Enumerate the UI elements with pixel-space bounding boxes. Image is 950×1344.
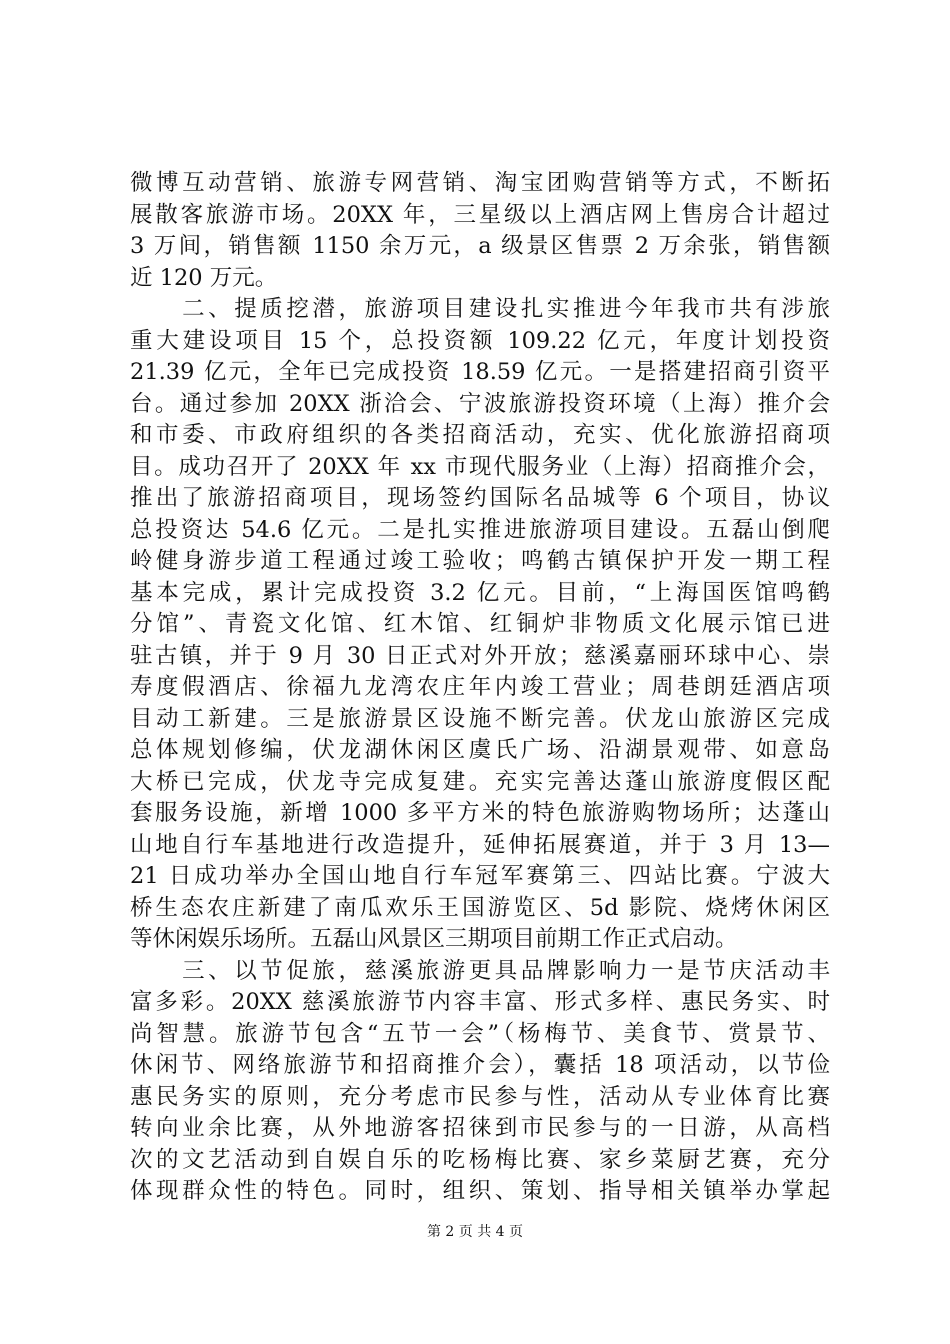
paragraph-1 [130,168,830,294]
text-line: 目动工新建。三是旅游景区设施不断完善。伏龙山旅游区完成 [130,705,830,732]
text-line: 转向业余比赛，从外地游客招徕到市民参与的一日游，从高档 [130,1115,830,1141]
text-line: 近 120 万元。 [130,264,278,291]
text-line: 尚智慧。旅游节包含“五节一会”（杨梅节、美食节、赏景节、 [130,1020,830,1047]
paragraph-3 [130,956,830,1208]
paragraph-2 [130,294,830,956]
text-line: 寿度假酒店、徐福九龙湾农庄年内竣工营业；周巷朗廷酒店项 [130,674,830,700]
text-line: 目。成功召开了 20XX 年 xx 市现代服务业（上海）招商推介会， [130,453,830,480]
text-line: 等休闲娱乐场所。五磊山风景区三期项目前期工作正式启动。 [130,926,738,952]
text-line: 21 日成功举办全国山地自行车冠军赛第三、四站比赛。宁波大 [130,863,830,889]
text-line: 微博互动营销、旅游专网营销、淘宝团购营销等方式，不断拓 [130,170,830,196]
page-number-footer: 第 2 页 共 4 页 [426,1224,524,1240]
text-line: 总体规划修编，伏龙湖休闲区虞氏广场、沿湖景观带、如意岛 [130,737,830,763]
text-line: 和市委、市政府组织的各类招商活动，充实、优化旅游招商项 [130,422,830,448]
text-line: 3 万间，销售额 1150 余万元，a 级景区售票 2 万余张，销售额 [130,233,830,259]
body-text [130,168,830,1208]
text-line: 重大建设项目 15 个，总投资额 109.22 亿元，年度计划投资 [130,327,830,354]
text-line: 二、提质挖潜，旅游项目建设扎实推进今年我市共有涉旅 [130,296,830,322]
text-line: 套服务设施，新增 1000 多平方米的特色旅游购物场所；达蓬山 [130,800,830,826]
text-line: 驻古镇，并于 9 月 30 日正式对外开放；慈溪嘉丽环球中心、崇 [130,642,830,669]
text-line: 岭健身游步道工程通过竣工验收；鸣鹤古镇保护开发一期工程 [130,548,830,574]
text-line: 推出了旅游招商项目，现场签约国际名品城等 6 个项目，协议 [130,485,830,511]
text-line: 山地自行车基地进行改造提升，延伸拓展赛道，并于 3 月 13— [130,831,830,858]
text-line: 台。通过参加 20XX 浙洽会、宁波旅游投资环境（上海）推介会 [130,390,830,417]
text-line: 三、以节促旅，慈溪旅游更具品牌影响力一是节庆活动丰 [130,957,830,984]
text-line: 休闲节、网络旅游节和招商推介会），囊括 18 项活动，以节俭 [130,1052,830,1078]
text-line: 富多彩。20XX 慈溪旅游节内容丰富、形式多样、惠民务实、时 [130,989,830,1015]
text-line: 体现群众性的特色。同时，组织、策划、指导相关镇举办掌起 [130,1178,830,1204]
text-line: 次的文艺活动到自娱自乐的吃杨梅比赛、家乡菜厨艺赛，充分 [130,1146,830,1173]
text-line: 总投资达 54.6 亿元。二是扎实推进旅游项目建设。五磊山倒爬 [130,516,830,543]
text-line: 桥生态农庄新建了南瓜欢乐王国游览区、5d 影院、烧烤休闲区 [130,894,830,921]
text-line: 基本完成，累计完成投资 3.2 亿元。目前，“上海国医馆鸣鹤 [130,579,830,606]
text-line: 21.39 亿元，全年已完成投资 18.59 亿元。一是搭建招商引资平 [130,359,830,385]
text-line: 展散客旅游市场。20XX 年，三星级以上酒店网上售房合计超过 [130,201,830,228]
text-line: 惠民务实的原则，充分考虑市民参与性，活动从专业体育比赛 [130,1083,830,1110]
text-line: 分馆”、青瓷文化馆、红木馆、红铜炉非物质文化展示馆已进 [130,611,830,637]
text-line: 大桥已完成，伏龙寺完成复建。充实完善达蓬山旅游度假区配 [130,768,830,795]
